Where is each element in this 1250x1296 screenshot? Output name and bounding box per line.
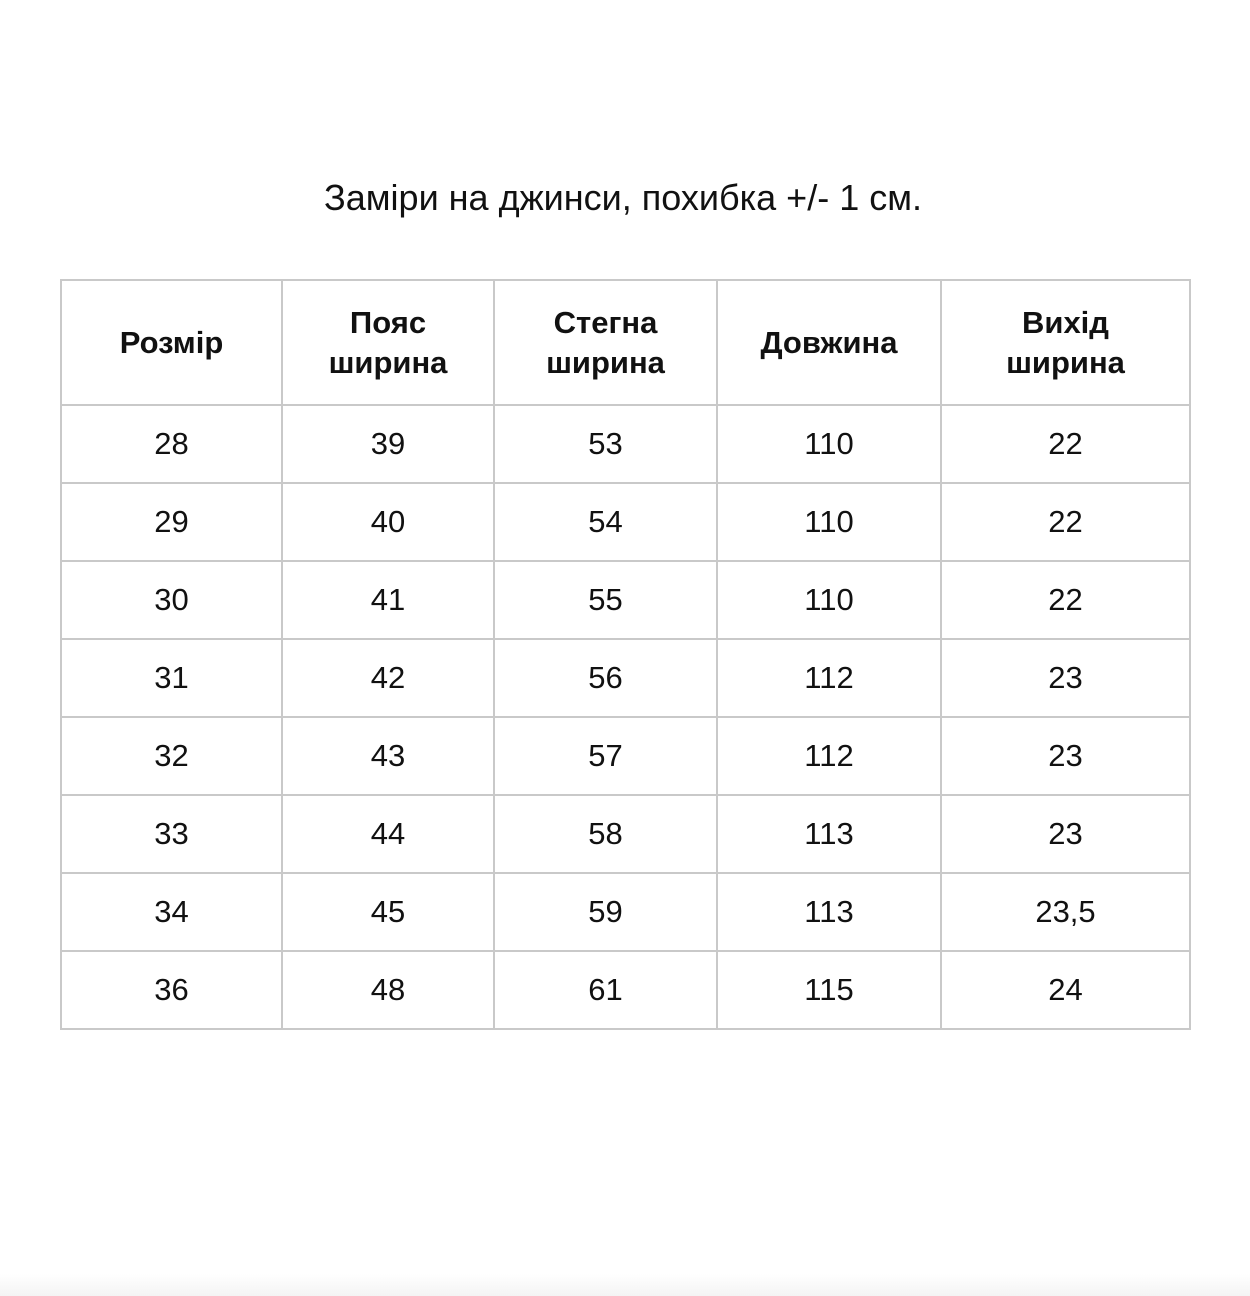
size-table <box>60 279 1191 1030</box>
cell-hips: 61 <box>494 951 717 1029</box>
cell-length: 115 <box>717 951 941 1029</box>
header-size-line1: Розмір <box>119 324 224 360</box>
cell-length: 113 <box>717 795 941 873</box>
cell-size: 36 <box>61 951 282 1029</box>
cell-waist: 48 <box>282 951 494 1029</box>
cell-length: 110 <box>717 483 941 561</box>
cell-length: 113 <box>717 873 941 951</box>
cell-hips: 54 <box>494 483 717 561</box>
cell-rise: 23 <box>941 795 1190 873</box>
header-hips-width <box>494 280 717 405</box>
cell-size: 33 <box>61 795 282 873</box>
cell-hips: 56 <box>494 639 717 717</box>
cell-size: 29 <box>61 483 282 561</box>
cell-rise: 23 <box>941 717 1190 795</box>
cell-hips: 59 <box>494 873 717 951</box>
table-row <box>61 639 1190 717</box>
cell-rise: 23 <box>941 639 1190 717</box>
table-body <box>61 405 1190 1029</box>
cell-waist: 43 <box>282 717 494 795</box>
cell-hips: 53 <box>494 405 717 483</box>
header-rise-line1: Вихід <box>1022 304 1109 340</box>
cell-waist: 41 <box>282 561 494 639</box>
header-waist-line2: ширина <box>328 344 448 380</box>
table-row <box>61 483 1190 561</box>
cell-rise: 22 <box>941 405 1190 483</box>
cell-size: 31 <box>61 639 282 717</box>
cell-hips: 58 <box>494 795 717 873</box>
header-rise-line2: ширина <box>1006 344 1125 380</box>
cell-size: 32 <box>61 717 282 795</box>
cell-rise: 22 <box>941 561 1190 639</box>
header-waist-line1: Пояс <box>349 304 427 340</box>
header-hips-line2: ширина <box>546 344 665 380</box>
table-row <box>61 717 1190 795</box>
bottom-shadow <box>0 1274 1250 1296</box>
cell-waist: 39 <box>282 405 494 483</box>
header-hips-line1: Стегна <box>553 304 658 340</box>
cell-waist: 42 <box>282 639 494 717</box>
header-row <box>61 280 1190 405</box>
header-length-line1: Довжина <box>760 324 898 360</box>
cell-size: 30 <box>61 561 282 639</box>
header-waist-width <box>282 280 494 405</box>
cell-length: 110 <box>717 405 941 483</box>
page-title <box>0 176 1250 220</box>
cell-hips: 55 <box>494 561 717 639</box>
cell-waist: 44 <box>282 795 494 873</box>
cell-size: 28 <box>61 405 282 483</box>
table-row <box>61 873 1190 951</box>
table-header <box>61 280 1190 405</box>
table-row <box>61 951 1190 1029</box>
cell-length: 112 <box>717 717 941 795</box>
cell-hips: 57 <box>494 717 717 795</box>
cell-length: 110 <box>717 561 941 639</box>
table-row <box>61 795 1190 873</box>
header-size <box>61 280 282 405</box>
cell-waist: 40 <box>282 483 494 561</box>
cell-rise: 23,5 <box>941 873 1190 951</box>
cell-rise: 24 <box>941 951 1190 1029</box>
cell-size: 34 <box>61 873 282 951</box>
table-row <box>61 561 1190 639</box>
cell-length: 112 <box>717 639 941 717</box>
header-rise-width <box>941 280 1190 405</box>
cell-rise: 22 <box>941 483 1190 561</box>
page-title-text: Заміри на джинси, похибка +/- 1 см. <box>324 177 922 218</box>
cell-waist: 45 <box>282 873 494 951</box>
table-row <box>61 405 1190 483</box>
header-length <box>717 280 941 405</box>
